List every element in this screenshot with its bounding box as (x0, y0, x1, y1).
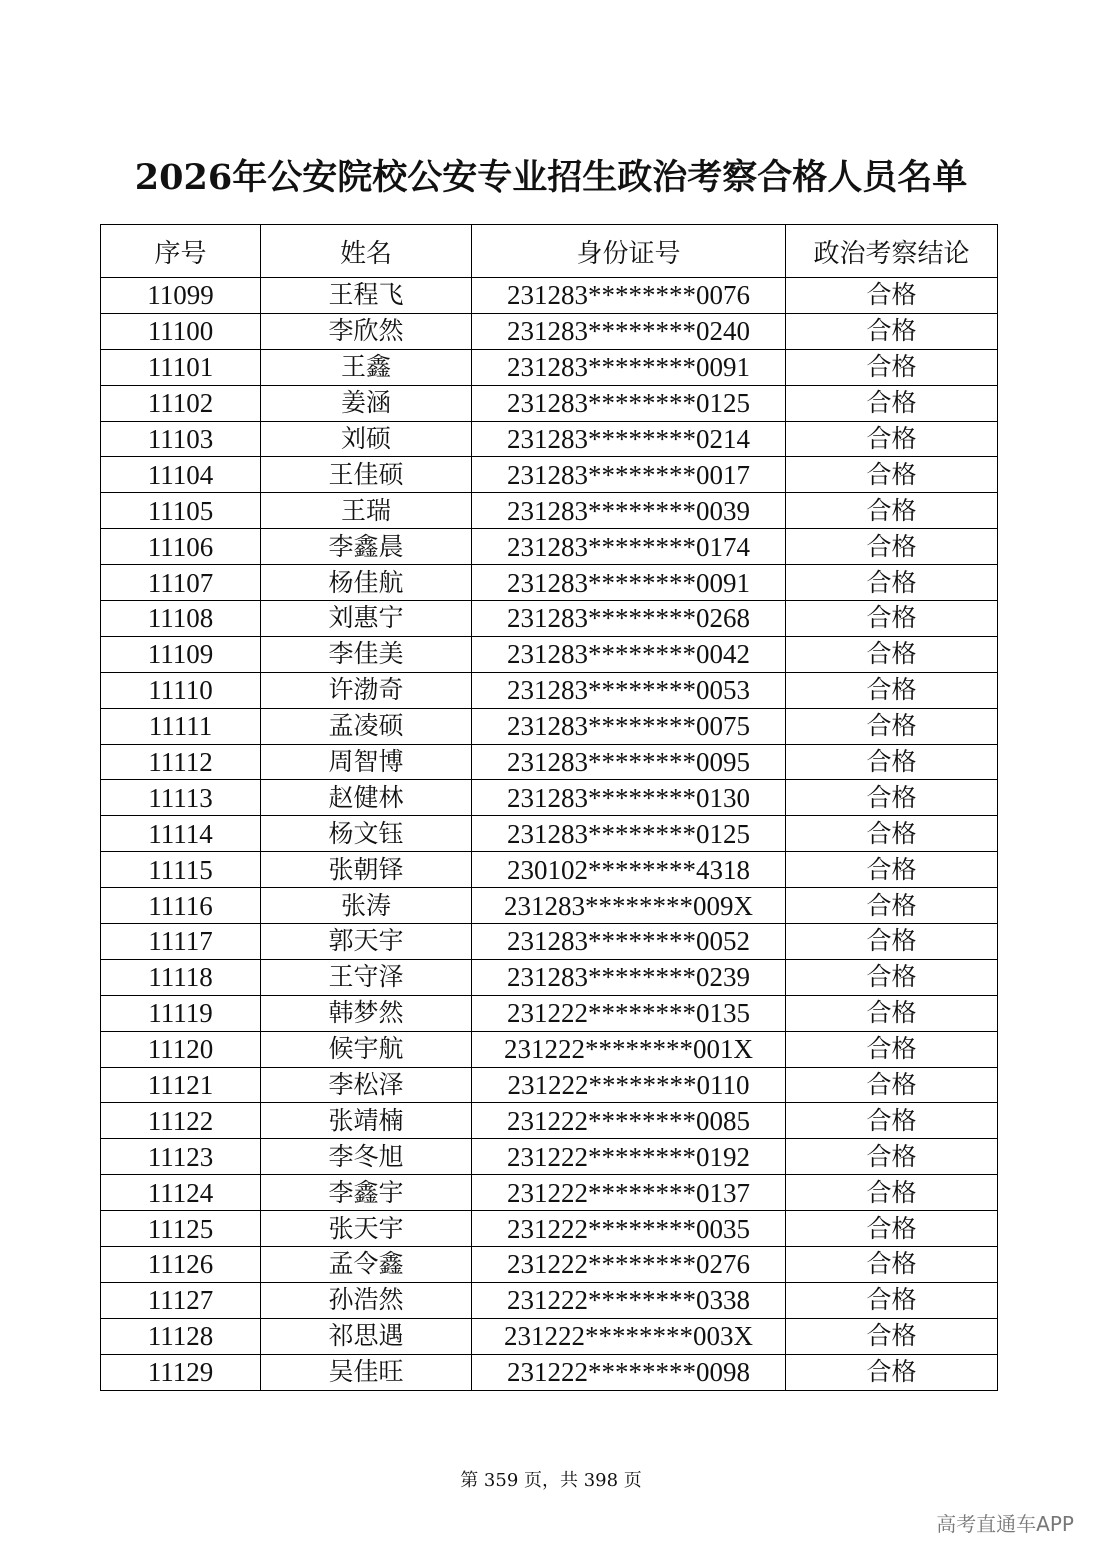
cell-id-number: 231283********0017 (472, 457, 786, 493)
table-row (101, 888, 998, 924)
header-name: 姓名 (261, 225, 472, 278)
cell-id-number: 231222********0085 (472, 1103, 786, 1139)
cell-id-number: 231222********0035 (472, 1211, 786, 1247)
cell-id-number: 231283********0091 (472, 349, 786, 385)
cell-id-number: 231222********0137 (472, 1175, 786, 1211)
cell-serial: 11107 (101, 565, 261, 601)
table-row (101, 636, 998, 672)
cell-serial: 11104 (101, 457, 261, 493)
table-row (101, 959, 998, 995)
header-row (101, 225, 998, 278)
table-row (101, 1175, 998, 1211)
cell-id-number: 231283********0240 (472, 313, 786, 349)
header-result: 政治考察结论 (786, 225, 998, 278)
table-row (101, 708, 998, 744)
cell-result: 合格 (786, 1282, 998, 1318)
table-row (101, 1318, 998, 1354)
cell-serial: 11106 (101, 529, 261, 565)
table-row (101, 421, 998, 457)
cell-id-number: 231283********0239 (472, 959, 786, 995)
table-row (101, 529, 998, 565)
cell-result: 合格 (786, 744, 998, 780)
cell-id-number: 231222********0135 (472, 995, 786, 1031)
cell-result: 合格 (786, 1354, 998, 1390)
cell-result: 合格 (786, 278, 998, 314)
cell-name: 吴佳旺 (261, 1354, 472, 1390)
watermark: 高考直通车APP (936, 1512, 1074, 1536)
cell-id-number: 231283********0075 (472, 708, 786, 744)
cell-id-number: 231283********0214 (472, 421, 786, 457)
table-row (101, 672, 998, 708)
table-row (101, 278, 998, 314)
roster-table (100, 224, 998, 1391)
cell-serial: 11115 (101, 852, 261, 888)
cell-name: 许渤奇 (261, 672, 472, 708)
table-row (101, 1103, 998, 1139)
cell-name: 李欣然 (261, 313, 472, 349)
cell-serial: 11119 (101, 995, 261, 1031)
cell-id-number: 231283********0052 (472, 924, 786, 960)
cell-serial: 11125 (101, 1211, 261, 1247)
cell-result: 合格 (786, 852, 998, 888)
cell-name: 韩梦然 (261, 995, 472, 1031)
page-number: 第 359 页，共 398 页 (460, 1470, 642, 1491)
cell-id-number: 231283********0268 (472, 601, 786, 637)
cell-result: 合格 (786, 995, 998, 1031)
cell-name: 李鑫晨 (261, 529, 472, 565)
cell-serial: 11117 (101, 924, 261, 960)
table-row (101, 1282, 998, 1318)
cell-serial: 11110 (101, 672, 261, 708)
table-row (101, 1211, 998, 1247)
cell-serial: 11121 (101, 1067, 261, 1103)
cell-serial: 11105 (101, 493, 261, 529)
cell-name: 孟令鑫 (261, 1247, 472, 1283)
cell-name: 王程飞 (261, 278, 472, 314)
cell-serial: 11116 (101, 888, 261, 924)
cell-name: 孟凌硕 (261, 708, 472, 744)
table-row (101, 1354, 998, 1390)
cell-serial: 11113 (101, 780, 261, 816)
cell-result: 合格 (786, 565, 998, 601)
cell-name: 张天宇 (261, 1211, 472, 1247)
cell-id-number: 231222********0338 (472, 1282, 786, 1318)
document-title: 2026年公安院校公安专业招生政治考察合格人员名单 (134, 157, 968, 198)
cell-result: 合格 (786, 888, 998, 924)
cell-serial: 11108 (101, 601, 261, 637)
cell-name: 王佳硕 (261, 457, 472, 493)
cell-result: 合格 (786, 421, 998, 457)
cell-result: 合格 (786, 1175, 998, 1211)
cell-result: 合格 (786, 1318, 998, 1354)
cell-serial: 11122 (101, 1103, 261, 1139)
cell-result: 合格 (786, 1139, 998, 1175)
cell-serial: 11103 (101, 421, 261, 457)
table-row (101, 493, 998, 529)
cell-serial: 11101 (101, 349, 261, 385)
table-row (101, 601, 998, 637)
cell-name: 王鑫 (261, 349, 472, 385)
cell-result: 合格 (786, 1067, 998, 1103)
header-serial: 序号 (101, 225, 261, 278)
cell-name: 赵健林 (261, 780, 472, 816)
cell-serial: 11114 (101, 816, 261, 852)
table-row (101, 457, 998, 493)
cell-name: 祁思遇 (261, 1318, 472, 1354)
cell-name: 李佳美 (261, 636, 472, 672)
header-id-number: 身份证号 (472, 225, 786, 278)
cell-result: 合格 (786, 816, 998, 852)
cell-id-number: 230102********4318 (472, 852, 786, 888)
cell-serial: 11111 (101, 708, 261, 744)
cell-result: 合格 (786, 349, 998, 385)
cell-result: 合格 (786, 1247, 998, 1283)
table-row (101, 1067, 998, 1103)
cell-id-number: 231283********0095 (472, 744, 786, 780)
table-row (101, 744, 998, 780)
cell-id-number: 231222********0192 (472, 1139, 786, 1175)
cell-name: 王守泽 (261, 959, 472, 995)
cell-id-number: 231283********0125 (472, 385, 786, 421)
cell-name: 刘惠宁 (261, 601, 472, 637)
cell-name: 郭天宇 (261, 924, 472, 960)
cell-result: 合格 (786, 924, 998, 960)
cell-id-number: 231222********0276 (472, 1247, 786, 1283)
table-row (101, 780, 998, 816)
cell-result: 合格 (786, 1103, 998, 1139)
cell-serial: 11124 (101, 1175, 261, 1211)
cell-result: 合格 (786, 672, 998, 708)
cell-id-number: 231283********0091 (472, 565, 786, 601)
cell-id-number: 231283********009X (472, 888, 786, 924)
cell-result: 合格 (786, 636, 998, 672)
cell-name: 孙浩然 (261, 1282, 472, 1318)
cell-serial: 11123 (101, 1139, 261, 1175)
cell-result: 合格 (786, 313, 998, 349)
cell-serial: 11128 (101, 1318, 261, 1354)
roster-body (101, 278, 998, 1391)
cell-result: 合格 (786, 385, 998, 421)
cell-serial: 11102 (101, 385, 261, 421)
cell-name: 张朝铎 (261, 852, 472, 888)
cell-id-number: 231283********0076 (472, 278, 786, 314)
cell-result: 合格 (786, 1031, 998, 1067)
cell-serial: 11127 (101, 1282, 261, 1318)
table-row (101, 1139, 998, 1175)
cell-id-number: 231222********003X (472, 1318, 786, 1354)
cell-id-number: 231283********0130 (472, 780, 786, 816)
cell-id-number: 231283********0053 (472, 672, 786, 708)
table-row (101, 852, 998, 888)
cell-name: 刘硕 (261, 421, 472, 457)
cell-serial: 11120 (101, 1031, 261, 1067)
cell-result: 合格 (786, 601, 998, 637)
cell-id-number: 231283********0174 (472, 529, 786, 565)
cell-name: 李松泽 (261, 1067, 472, 1103)
cell-result: 合格 (786, 457, 998, 493)
table-row (101, 313, 998, 349)
cell-result: 合格 (786, 1211, 998, 1247)
cell-result: 合格 (786, 708, 998, 744)
cell-name: 张靖楠 (261, 1103, 472, 1139)
table-row (101, 995, 998, 1031)
cell-serial: 11126 (101, 1247, 261, 1283)
cell-result: 合格 (786, 493, 998, 529)
table-row (101, 565, 998, 601)
cell-id-number: 231283********0042 (472, 636, 786, 672)
table-row (101, 816, 998, 852)
cell-result: 合格 (786, 780, 998, 816)
cell-result: 合格 (786, 529, 998, 565)
cell-name: 李冬旭 (261, 1139, 472, 1175)
cell-serial: 11118 (101, 959, 261, 995)
cell-id-number: 231283********0039 (472, 493, 786, 529)
cell-name: 候宇航 (261, 1031, 472, 1067)
cell-id-number: 231222********0110 (472, 1067, 786, 1103)
cell-name: 杨佳航 (261, 565, 472, 601)
cell-id-number: 231222********001X (472, 1031, 786, 1067)
table-row (101, 385, 998, 421)
cell-serial: 11099 (101, 278, 261, 314)
cell-name: 李鑫宇 (261, 1175, 472, 1211)
cell-name: 姜涵 (261, 385, 472, 421)
cell-name: 王瑞 (261, 493, 472, 529)
cell-result: 合格 (786, 959, 998, 995)
table-row (101, 924, 998, 960)
table-row (101, 349, 998, 385)
cell-name: 张涛 (261, 888, 472, 924)
cell-id-number: 231222********0098 (472, 1354, 786, 1390)
table-row (101, 1031, 998, 1067)
cell-id-number: 231283********0125 (472, 816, 786, 852)
cell-name: 周智博 (261, 744, 472, 780)
cell-serial: 11112 (101, 744, 261, 780)
cell-serial: 11100 (101, 313, 261, 349)
cell-serial: 11109 (101, 636, 261, 672)
cell-name: 杨文钰 (261, 816, 472, 852)
cell-serial: 11129 (101, 1354, 261, 1390)
table-row (101, 1247, 998, 1283)
